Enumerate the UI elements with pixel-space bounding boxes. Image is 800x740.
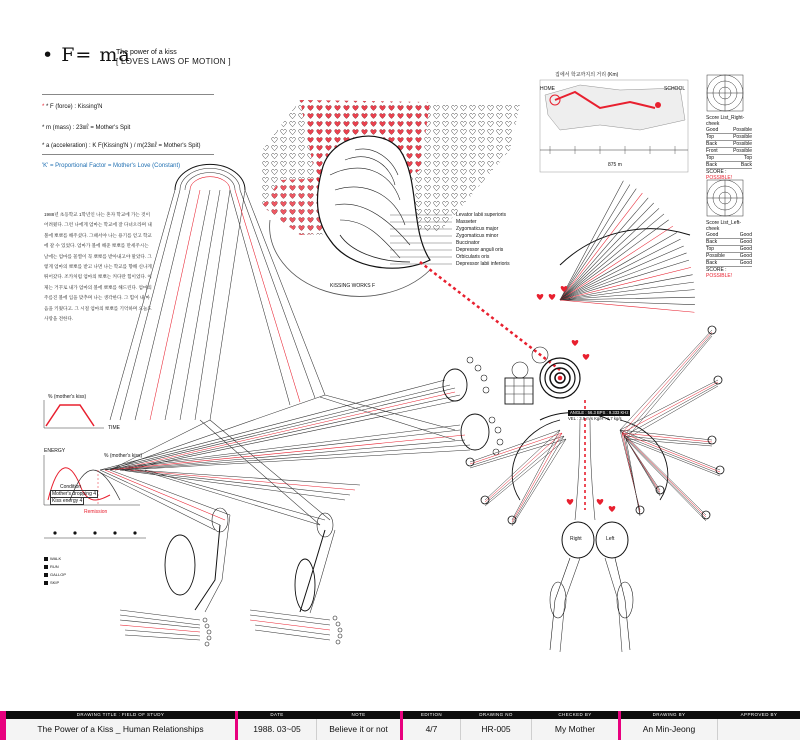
score-cell: Top (743, 155, 752, 161)
tb-header: EDITION (420, 712, 443, 717)
fan-string (560, 185, 630, 300)
muscle-label: Masseter (456, 219, 477, 225)
target-info (568, 410, 630, 422)
tb-value: 4/7 (425, 724, 438, 734)
score-title: Score List_Right-cheek (706, 115, 745, 127)
arm-string (470, 436, 564, 466)
fan-string (560, 300, 694, 312)
score-list-right (706, 115, 752, 181)
legend-swatch (44, 581, 48, 585)
route-map (540, 80, 688, 172)
score-cell: Possible (733, 141, 752, 147)
score-cell: Back (706, 239, 718, 245)
score-cell: Good (739, 253, 752, 259)
muscle-label: Levator labii superioris (456, 212, 507, 218)
arm-string (622, 433, 706, 517)
condition-label: Condition (60, 484, 82, 490)
score-row (706, 162, 752, 169)
formula-subtitle-line1: The power of a kiss (116, 49, 177, 56)
story-paragraph: 1988년 초등학교 1학년인 나는 혼자 학교에 가는 것이 어려웠다. 그런 나에게 엄마는 학교에 잘 다녀오라며 내 볼에 뽀뽀를 해주셨다. 그때서야 나는 용기를 얻고 학교에 갈 수 있었다. 엄마가 볼에 해준 뽀뽀를 만세주시는 날에는 엄마를 꼴찔이 꼭 뽀뽀를 받아내고야 말았다. 그렇게 엄마의 뽀뽀를 받고 나면 나는 학교를 향해 신나게 뛰어갔다. 조카처럼 엄마의 뽀뽀는 커다란 힘이었다. 이제는 거꾸로 내가 엄마의 볼에 뽀뽀를 해드린다. 엄마의 주름진 볼에 입을 맞추며 나는 생각한다. 그 힘이 내 마음을 키웠다고. 그 시절 엄마의 뽀뽀를 기억하며 오늘도 사랑을 전한다. (44, 212, 152, 322)
fan-string (560, 300, 695, 305)
score-result: SCORE : POSSIBLE! (706, 267, 733, 279)
score-cell: Possible (733, 148, 752, 154)
score-cell: Possible (733, 134, 752, 140)
score-result: SCORE : POSSIBLE! (706, 169, 733, 181)
kissing-works-label: KISSING WORKS F (330, 283, 376, 289)
score-dial-left (707, 180, 743, 216)
muscle-label: Depressor labii inferioris (456, 261, 510, 267)
tb-checked-by (532, 711, 618, 740)
tb-value (718, 719, 800, 740)
score-row (706, 239, 752, 246)
arm-string (620, 430, 706, 515)
score-cell: Back (706, 162, 718, 168)
gait-legend-gallop: GALLOP (44, 572, 66, 577)
tb-value: My Mother (554, 724, 596, 734)
score-row (706, 155, 752, 162)
legend-swatch (44, 573, 48, 577)
arm-string (470, 439, 566, 468)
legend-swatch (44, 565, 48, 569)
fan-string (560, 275, 693, 300)
score-cell: Top (706, 246, 715, 252)
arm-string (626, 439, 706, 521)
formula-subtitle-line2: [ LOVES LAWS OF MOTION ] (116, 57, 231, 66)
arm-string (622, 433, 720, 472)
arm-string (624, 436, 720, 474)
muscle-label-list (456, 212, 510, 267)
map-home-label: HOME (540, 86, 555, 92)
arm-string (620, 430, 720, 470)
score-cell: Good (739, 246, 752, 252)
arm-string (624, 436, 706, 519)
energy-label: ENERGY (44, 448, 66, 454)
score-cell: Back (706, 260, 718, 266)
fan-string (560, 198, 648, 300)
score-cell: Good (739, 232, 752, 238)
definition-k-factor: 'K' = Proportional Factor = Mother's Love (Constant) (42, 163, 181, 169)
tb-header: DATE (270, 712, 284, 717)
tb-drawing-no (461, 711, 531, 740)
cheek-label-left: Left (606, 536, 615, 542)
fan-string (560, 208, 659, 300)
tb-drawing-title (6, 711, 235, 740)
arm-string (626, 386, 718, 439)
chart-ylabel: % (mother's kiss) (48, 394, 87, 400)
series-label: % (mother's kiss) (104, 453, 143, 459)
score-row (706, 127, 752, 134)
score-cell: Good (706, 232, 719, 238)
mother-label: Mother's dropping 4 (52, 491, 97, 497)
tb-approved-by (718, 711, 800, 740)
legend-swatch (44, 557, 48, 561)
tb-value: An Min-Jeong (642, 724, 696, 734)
muscle-label: Orbicularis oris (456, 254, 490, 260)
arm-string (620, 430, 712, 440)
left-figure (95, 164, 503, 646)
red-hearts-right (537, 286, 616, 512)
chart-xlabel: TIME (108, 425, 120, 431)
arm-string (624, 334, 712, 436)
score-list-left (706, 220, 752, 279)
score-row (706, 260, 752, 267)
tb-header: DRAWING NO (479, 712, 513, 717)
tb-header: CHECKED BY (558, 712, 592, 717)
tb-edition (403, 711, 460, 740)
kiss-trajectory (420, 262, 560, 370)
score-row (706, 232, 752, 239)
arm-string (626, 439, 720, 476)
score-title: Score List_Left-cheek (706, 220, 742, 232)
tb-header: APPROVED BY (740, 712, 778, 717)
score-cell: Top (706, 155, 715, 161)
arm-string (485, 430, 560, 500)
map-school-label: SCHOOL (664, 86, 686, 92)
definition-force: * * F (force) : Kissing'N (42, 104, 103, 110)
gait-legend-walk: WALK (44, 556, 61, 561)
arm-string (622, 382, 718, 433)
fan-string (560, 239, 680, 300)
tb-header: DRAWING TITLE : FIELD OF STUDY (76, 712, 165, 717)
map-title: 집에서 학교까지의 거리 (Km) (555, 72, 619, 78)
map-axis-label: 875 m (608, 162, 622, 168)
score-row (706, 134, 752, 141)
score-cell: Good (739, 260, 752, 266)
score-cell: Back (740, 162, 752, 168)
score-cell: Good (739, 239, 752, 245)
definition-mass: * m (mass) : 23㎖ = Mother's Spit (42, 125, 131, 131)
muscle-label: Depressor anguli oris (456, 247, 504, 253)
arm-strings (466, 326, 724, 526)
target-info-line: ANGLE : 56.3 BPS : 9.333 KHz (570, 410, 629, 415)
score-row (706, 148, 752, 155)
fan-string (560, 233, 677, 301)
remission-label: Remission (84, 509, 108, 515)
fan-string (560, 253, 687, 300)
score-cell: Top (706, 134, 715, 140)
target-info-line: VEL : 3.9 m/s Kg/H : 1.7 kg/s (568, 416, 622, 421)
score-dial-right (707, 75, 743, 111)
arm-string (626, 336, 712, 439)
fan-string (560, 193, 642, 300)
title-block (0, 711, 800, 740)
gait-glyphs (53, 531, 136, 534)
score-row (706, 246, 752, 253)
tb-value: Believe it or not (329, 724, 388, 734)
arm-string (512, 439, 566, 526)
score-cell: Front (706, 148, 718, 154)
tb-header: DRAWING BY (652, 712, 686, 717)
arm-string (512, 430, 560, 520)
formula-title: • F= ma (42, 44, 131, 66)
fan-string (560, 226, 673, 300)
muscle-label: Zygomaticus minor (456, 233, 499, 239)
definition-acceleration: * a (acceleration) : K F(Kissing'N ) / m(23㎖ = Mother's Spit) (42, 143, 201, 149)
tb-note (317, 711, 400, 740)
score-cell: Back (706, 141, 718, 147)
arm-string (622, 332, 712, 433)
tb-value: 1988. 03~05 (253, 724, 301, 734)
tb-header: NOTE (351, 712, 366, 717)
tb-drawing-by (621, 711, 717, 740)
gait-legend-skip: SKIP (44, 580, 59, 585)
muscle-label: Zygomaticus major (456, 226, 499, 232)
tb-date (238, 711, 316, 740)
arm-string (470, 433, 562, 464)
score-row (706, 141, 752, 148)
tb-value: The Power of a Kiss _ Human Relationships (37, 724, 204, 734)
score-cell: Possible (733, 127, 752, 133)
kiss-energy-label: Kiss energy 4 (52, 498, 83, 504)
score-row (706, 253, 752, 260)
tb-value: HR-005 (481, 724, 511, 734)
cheek-label-right: Right (570, 536, 582, 542)
score-cell: Possible (706, 253, 725, 259)
score-cell: Good (706, 127, 719, 133)
fan-string (560, 181, 623, 300)
gait-legend-run: RUN (44, 564, 59, 569)
muscle-label: Buccinator (456, 240, 480, 246)
arm-string (485, 436, 564, 504)
arm-string (620, 330, 712, 430)
